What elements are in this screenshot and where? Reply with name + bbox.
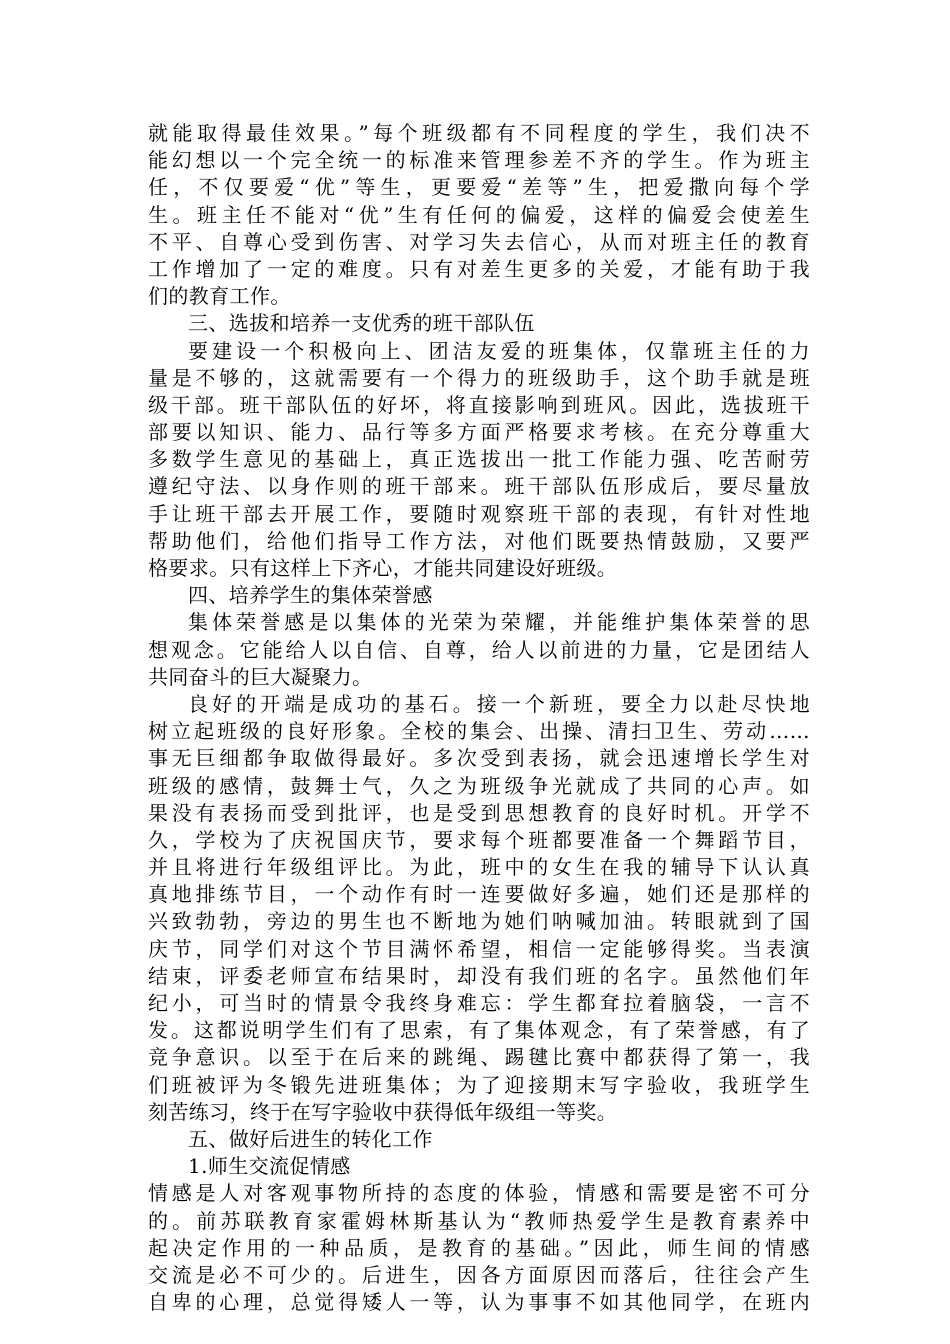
section-heading: 五、做好后进生的转化工作 [188,1126,433,1151]
paragraph [148,120,810,310]
text-line: 想观念。它能给人以自信、自尊，给人以前进的力量，它是团结人 [148,637,810,662]
text-line: 部要以知识、能力、品行等多方面严格要求考核。在充分尊重大 [148,420,810,445]
text-line: 兴致勃勃，旁边的男生也不断地为她们呐喊加油。转眼就到了国 [148,909,810,934]
text-line: 情感是人对客观事物所持的态度的体验，情感和需要是密不可分 [148,1181,810,1206]
text-line: 事无巨细都争取做得最好。多次受到表扬，就会迅速增长学生对 [148,746,810,771]
text-line: 量是不够的，这就需要有一个得力的班级助手，这个助手就是班 [148,365,810,390]
text-line: 共同奋斗的巨大凝聚力。 [148,664,373,689]
paragraph [148,338,810,583]
paragraph [148,609,810,691]
text-line: 树立起班级的良好形象。全校的集会、出操、清扫卫生、劳动…… [148,719,810,744]
text-line: 不平、自尊心受到伤害、对学习失去信心，从而对班主任的教育 [148,229,810,254]
text-line: 结束，评委老师宣布结果时，却没有我们班的名字。虽然他们年 [148,963,810,988]
text-line: 真地排练节目，一个动作有时一连要做好多遍，她们还是那样的 [148,882,810,907]
text-line: 手让班干部去开展工作，要随时观察班干部的表现，有针对性地 [148,501,810,526]
text-line: 工作增加了一定的难度。只有对差生更多的关爱，才能有助于我 [148,256,810,281]
text-line: 竞争意识。以至于在后来的跳绳、踢毽比赛中都获得了第一，我 [148,1045,810,1070]
document-page [148,120,810,1316]
text-line: 遵纪守法、以身作则的班干部来。班干部队伍形成后，要尽量放 [148,474,810,499]
paragraph [148,1180,810,1316]
text-line: 交流是必不可少的。后进生，因各方面原因而落后，往往会产生 [148,1262,810,1287]
text-line: 纪小，可当时的情景令我终身难忘：学生都耷拉着脑袋，一言不 [148,991,810,1015]
text-line: 发。这都说明学生们有了思索，有了集体观念，有了荣誉感，有了 [148,1018,810,1043]
text-line: 班级的感情，鼓舞士气，久之为班级争光就成了共同的心声。如 [148,773,810,798]
text-line: 自卑的心理，总觉得矮人一等，认为事事不如其他同学，在班内 [148,1290,810,1315]
text-line: 能幻想以一个完全统一的标准来管理参差不齐的学生。作为班主 [148,148,810,173]
text-line: 久，学校为了庆祝国庆节，要求每个班都要准备一个舞蹈节目， [148,827,810,852]
paragraph [148,691,810,1126]
section-heading: 三、选拔和培养一支优秀的班干部队伍 [188,311,535,336]
text-line: 良好的开端是成功的基石。接一个新班，要全力以赴尽快地 [188,691,810,716]
text-line: 帮助他们，给他们指导工作方法，对他们既要热情鼓励，又要严 [148,528,810,553]
section-heading: 四、培养学生的集体荣誉感 [188,583,433,608]
text-line: 多数学生意见的基础上，真正选拔出一批工作能力强、吃苦耐劳 [148,447,810,472]
text-line: 们的教育工作。 [148,284,291,309]
text-line: 的。前苏联教育家霍姆林斯基认为“教师热爱学生是教育素养中 [148,1208,810,1233]
text-line: 集体荣誉感是以集体的光荣为荣耀，并能维护集体荣誉的思 [188,610,810,635]
text-line: 果没有表扬而受到批评，也是受到思想教育的良好时机。开学不 [148,800,810,825]
text-line: 刻苦练习，终于在写字验收中获得低年级组一等奖。 [148,1099,618,1124]
text-line: 就能取得最佳效果。”每个班级都有不同程度的学生，我们决不 [148,121,810,145]
text-line: 生。班主任不能对“优”生有任何的偏爱，这样的偏爱会使差生 [148,202,810,227]
text-line: 并且将进行年级组评比。为此，班中的女生在我的辅导下认认真 [148,855,810,880]
text-line: 要建设一个积极向上、团洁友爱的班集体，仅靠班主任的力 [188,338,810,363]
text-line: 级干部。班干部队伍的好坏，将直接影响到班风。因此，选拔班干 [148,392,810,417]
text-line: 庆节，同学们对这个节目满怀希望，相信一定能够得奖。当表演 [148,936,810,961]
subsection-heading: 1.师生交流促情感 [188,1154,351,1179]
text-line: 格要求。只有这样上下齐心，才能共同建设好班级。 [148,556,618,580]
text-line: 们班被评为冬锻先进班集体；为了迎接期末写字验收，我班学生 [148,1072,810,1097]
text-line: 任，不仅要爱“优”等生，更要爱“差等”生，把爱撒向每个学 [148,175,810,200]
text-line: 起决定作用的一种品质，是教育的基础。”因此，师生间的情感 [148,1235,810,1260]
